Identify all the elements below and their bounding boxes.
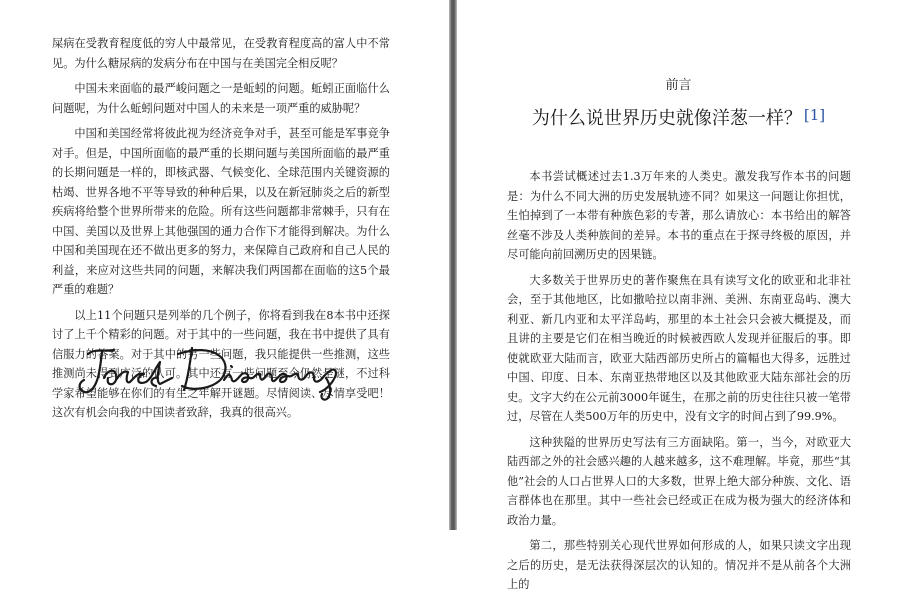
paragraph: 中国未来面临的最严峻问题之一是蚯蚓的问题。蚯蚓正面临什么问题呢，为什么蚯蚓问题对中国人的未来是一项严重的威胁呢？ xyxy=(52,82,390,115)
book-gutter xyxy=(449,0,457,530)
right-page xyxy=(457,0,900,591)
paragraph: 这种狭隘的世界历史写法有三方面缺陷。第一，当今，对欧亚大陆西部之外的社会感兴趣的人越来越多，这不难理解。毕竟，那些“其他”社会的人口占世界人口的大多数，世界上绝大部分种族、文化、语言群体也在那里。其中一些社会已经或正在成为极为强大的经济体和政治力量。 xyxy=(507,435,851,527)
footnote-link[interactable]: [1] xyxy=(803,106,826,124)
chapter-label: 前言 xyxy=(665,78,692,93)
paragraph: 第二，那些特别关心现代世界如何形成的人，如果只读文字出现之后的历史，是无法获得深层次的认知的。情况并不是从前各个大洲上的 xyxy=(507,539,851,591)
chapter-title xyxy=(457,104,900,130)
signature-image xyxy=(74,340,354,410)
right-page-text xyxy=(507,167,851,601)
chapter-title-text: 为什么说世界历史就像洋葱一样？ xyxy=(531,108,802,129)
author-signature xyxy=(74,340,354,410)
paragraph: 大多数关于世界历史的著作聚焦在具有读写文化的欧亚和北非社会，至于其他地区，比如撒哈拉以南非洲、美洲、东南亚岛屿、澳大利亚、新几内亚和太平洋岛屿，那里的本土社会只会被大概提及，而且讲的主要是它们在相当晚近的时候被西欧人发现并征服后的事。即使就欧亚大陆而言，欧亚大陆西部历史所占的篇幅也大得多，远胜过中国、印度、日本、东南亚热带地区以及其他欧亚大陆东部社会的历史。文字大约在公元前3000年诞生，在那之前的历史往往只被一笔带过，尽管在人类500万年的历史中，没有文字的时间占到了99.9%。 xyxy=(507,273,851,423)
paragraph: 中国和美国经常将彼此视为经济竞争对手，甚至可能是军事竞争对手。但是，中国所面临的最严重的长期问题与美国所面临的最严重的长期问题是一样的，即核武器、气候变化、全球范围内关键资源的枯竭、世界各地不平等导致的种种后果，以及在新冠肺炎之后的新型疾病将给整个世界所带来的危险。所有这些问题都非常棘手，只有在中国、美国以及世界上其他强国的通力合作下才能得到解决。为什么中国和美国现在还不做出更多的努力，来保障自己政府和自己人民的利益，来应对这些共同的问题，来解决我们两国都在面临的这5个最严重的难题？ xyxy=(52,127,390,296)
paragraph: 本书尝试概述过去1.3万年来的人类史。激发我写作本书的问题是：为什么不同大洲的历史发展轨迹不同？如果这一问题让你担忧，生怕掉到了一本带有种族色彩的专著，那么请放心：本书给出的解答丝毫不涉及人类种族间的差异。本书的重点在于探寻终极的原因，并尽可能向前回溯历史的因果链。 xyxy=(507,170,851,261)
paragraph: 以上11个问题只是列举的几个例子，你将看到我在8本书中还探讨了上千个精彩的问题。对于其中的一些问题，我在书中提供了具有信服力的答案。对于其中的另一些问题，我只能提供一些推测，这些推测尚未得到广泛的认可。其中还有一些问题至今仍然是谜，不过科学家希望能够在你们的有生之年解开谜题。尽情阅读、尽情享受吧！这次有机会向我的中国读者致辞，我真的很高兴。 xyxy=(52,308,390,419)
left-page xyxy=(0,0,449,530)
paragraph: 屎病在受教育程度低的穷人中最常见，在受教育程度高的富人中不常见。为什么糖尿病的发病分布在中国与在美国完全相反呢？ xyxy=(52,37,390,70)
